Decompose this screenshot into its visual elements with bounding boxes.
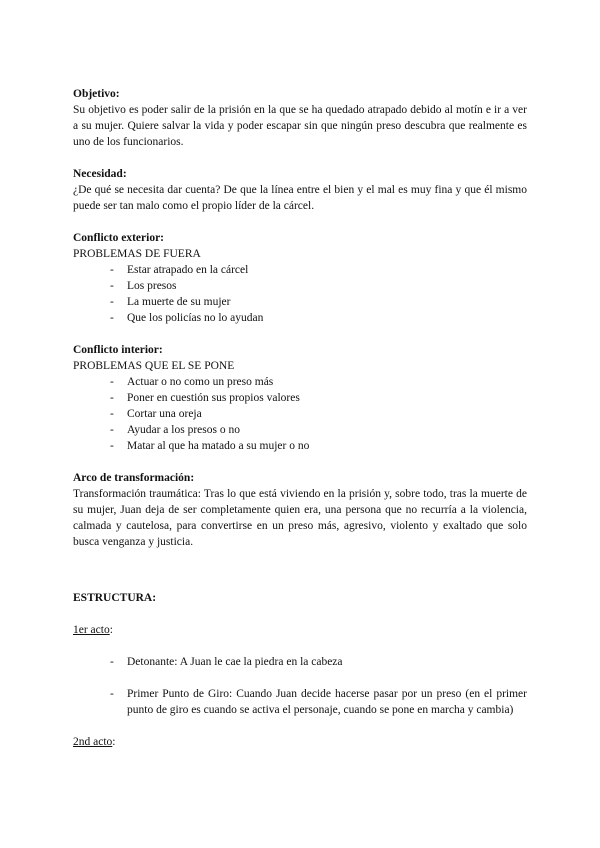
necesidad-section (73, 166, 527, 214)
estructura-section (73, 590, 527, 750)
acto1-label: 1er acto (73, 624, 110, 636)
necesidad-text: ¿De qué se necesita dar cuenta? De que la línea entre el bien y el mal es muy fina y que él mismo puede ser tan malo como el propio líder de la cárcel. (73, 184, 527, 212)
list-item: - Poner en cuestión sus propios valores (73, 390, 527, 406)
list-item: - Actuar o no como un preso más (73, 374, 527, 390)
arco-heading: Arco de transformación: (73, 472, 195, 484)
necesidad-heading: Necesidad: (73, 168, 127, 180)
list-item: - Que los policías no lo ayudan (73, 310, 527, 326)
conflicto-interior-section (73, 342, 527, 454)
list-item: - Cortar una oreja (73, 406, 527, 422)
list-item: - Primer Punto de Giro: Cuando Juan decide hacerse pasar por un preso (en el primer punto de giro es cuando se activa el personaje, cuando se pone en marcha y cambia) (73, 686, 527, 718)
arco-text: Transformación traumática: Tras lo que está viviendo en la prisión y, sobre todo, tras la muerte de su mujer, Juan deja de ser completamente quien era, una persona que no recurría a la violencia, calmada y cautelosa, para convertirse en un preso más, agresivo, violento y exaltado que solo busca venganza y justicia. (73, 488, 527, 548)
acto1-colon: : (109, 624, 113, 636)
acto1-label-line (73, 622, 527, 638)
conflicto-exterior-section (73, 230, 527, 326)
list-item: - Detonante: A Juan le cae la piedra en la cabeza (73, 654, 527, 670)
list-item: - Los presos (73, 278, 527, 294)
conflicto-interior-subheading: PROBLEMAS QUE EL SE PONE (73, 360, 235, 372)
conflicto-exterior-subheading: PROBLEMAS DE FUERA (73, 248, 201, 260)
conflicto-exterior-list (73, 262, 527, 326)
acto2-label-line (73, 734, 527, 750)
conflicto-interior-heading: Conflicto interior: (73, 344, 163, 356)
document-page (73, 86, 527, 750)
list-item: - Ayudar a los presos o no (73, 422, 527, 438)
acto1-list-2 (73, 686, 527, 718)
objetivo-heading: Objetivo: (73, 88, 120, 100)
estructura-heading: ESTRUCTURA: (73, 592, 157, 604)
conflicto-exterior-heading: Conflicto exterior: (73, 232, 165, 244)
acto2-colon: : (112, 736, 116, 748)
conflicto-interior-list (73, 374, 527, 454)
objetivo-section (73, 86, 527, 150)
objetivo-text: Su objetivo es poder salir de la prisión en la que se ha quedado atrapado debido al motín e ir a ver a su mujer. Quiere salvar la vida y poder escapar sin que ningún preso descubra que realmente es uno de los funcionarios. (73, 104, 527, 148)
arco-section (73, 470, 527, 550)
list-item: - La muerte de su mujer (73, 294, 527, 310)
list-item: - Matar al que ha matado a su mujer o no (73, 438, 527, 454)
acto2-label: 2nd acto (73, 736, 113, 748)
list-item: - Estar atrapado en la cárcel (73, 262, 527, 278)
acto1-list (73, 654, 527, 670)
